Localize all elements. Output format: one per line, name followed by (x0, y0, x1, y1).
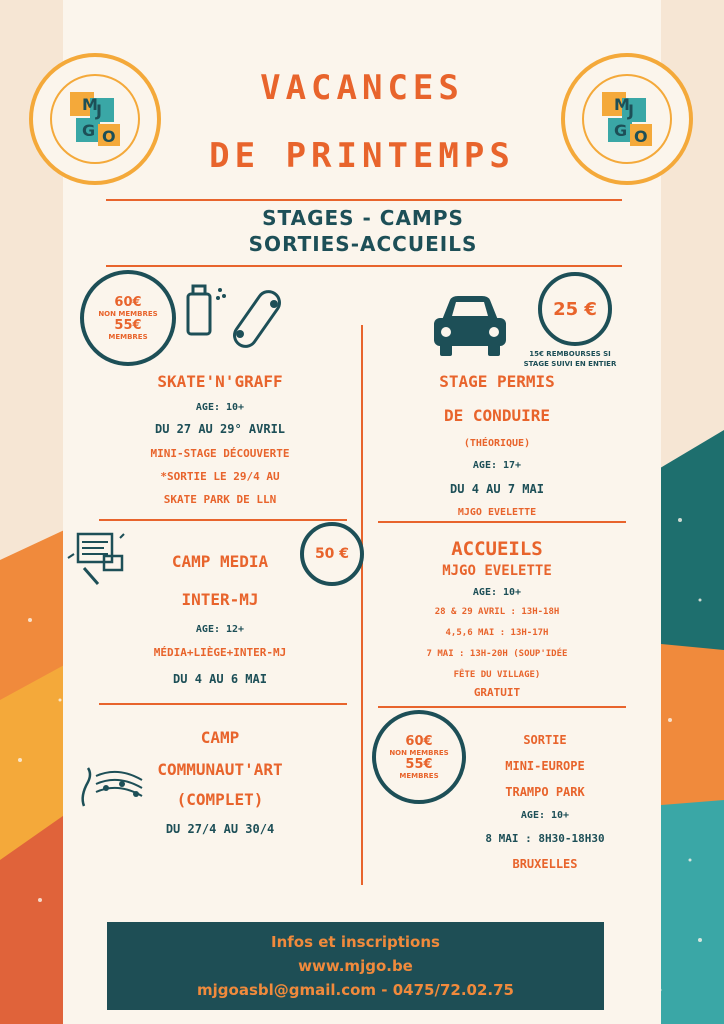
mjgo-logo-left (28, 52, 162, 186)
skateboard-icon (222, 284, 292, 354)
divider (106, 265, 622, 267)
subtitle-line2: SORTIES-ACCUEILS (248, 232, 478, 256)
accueils-line2: 4,5,6 MAI : 13H-17H (445, 628, 549, 638)
permis-note: (THÉORIQUE) (463, 438, 531, 449)
price-circle-media (300, 522, 364, 586)
price-label: NON MEMBRES (389, 749, 449, 757)
media-title-line2: INTER-MJ (181, 590, 259, 609)
mjgo-logo-right (560, 52, 694, 186)
divider (99, 703, 347, 705)
skate-age: AGE: 10+ (195, 402, 245, 413)
permis-place: MJGO EVELETTE (457, 507, 537, 518)
accueils-line4: FÊTE DU VILLAGE) (453, 670, 541, 680)
skate-title: SKATE'N'GRAFF (157, 372, 283, 391)
art-title-line1: CAMP (200, 728, 240, 747)
sortie-place: BRUXELLES (512, 857, 578, 871)
permis-title-line1: STAGE PERMIS (439, 372, 555, 391)
permis-refund-line1: 15€ REMBOURSES SI (529, 350, 611, 358)
footer-info-label: Infos et inscriptions (271, 933, 440, 951)
media-dates: DU 4 AU 6 MAI (173, 672, 267, 686)
skate-dates: DU 27 AU 29° AVRIL (154, 422, 286, 436)
column-divider (361, 325, 363, 885)
accueils-line5: GRATUIT (473, 686, 521, 699)
price-member: 55€ (114, 318, 142, 333)
art-title-line3: (COMPLET) (176, 790, 264, 809)
art-dates: DU 27/4 AU 30/4 (165, 822, 275, 836)
page-title-line1: VACANCES (260, 68, 464, 108)
art-title-line2: COMMUNAUT'ART (157, 760, 283, 779)
divider (378, 521, 626, 523)
accueils-age: AGE: 10+ (472, 587, 522, 598)
price-nonmember: 60€ (405, 734, 433, 749)
price-circle-permis (538, 272, 612, 346)
skate-line3: SKATE PARK DE LLN (163, 493, 277, 506)
accueils-title: ACCUEILS (451, 538, 543, 560)
price: 25 € (553, 298, 597, 320)
svg-text:J: J (96, 101, 102, 120)
accueils-line1: 28 & 29 AVRIL : 13H-18H (434, 607, 560, 617)
price-label: MEMBRES (399, 772, 439, 780)
sortie-title-line1: SORTIE (523, 733, 567, 747)
contact-line[interactable]: mjgoasbl@gmail.com - 0475/72.02.75 (197, 981, 514, 999)
svg-text:O: O (634, 127, 648, 146)
svg-text:M: M (614, 95, 630, 114)
svg-text:G: G (614, 121, 628, 140)
permis-dates: DU 4 AU 7 MAI (450, 482, 544, 496)
footer-contact (107, 922, 604, 1010)
page-title-line2: DE PRINTEMPS (209, 136, 515, 176)
accueils-line3: 7 MAI : 13H-20H (SOUP'IDÉE (426, 649, 568, 659)
skate-line1: MINI-STAGE DÉCOUVERTE (150, 447, 290, 460)
divider (99, 519, 347, 521)
price-member: 55€ (405, 757, 433, 772)
media-partners: MÉDIA+LIÈGE+INTER-MJ (153, 646, 287, 659)
price-circle-skate (80, 270, 176, 366)
sortie-age: AGE: 10+ (520, 810, 570, 821)
svg-text:G: G (82, 121, 96, 140)
permis-refund-line2: STAGE SUIVI EN ENTIER (523, 360, 617, 368)
price-circle-sortie (372, 710, 466, 804)
price-label: MEMBRES (108, 333, 148, 341)
media-title-line1: CAMP MEDIA (171, 552, 269, 571)
media-age: AGE: 12+ (195, 624, 245, 635)
website-link[interactable]: www.mjgo.be (298, 957, 413, 975)
price-nonmember: 60€ (114, 295, 142, 310)
sortie-title-line3: TRAMPO PARK (505, 785, 585, 799)
divider (378, 706, 626, 708)
price: 50 € (314, 546, 350, 562)
sortie-time: 8 MAI : 8H30-18H30 (485, 832, 605, 845)
svg-text:O: O (102, 127, 116, 146)
price-label: NON MEMBRES (98, 310, 158, 318)
permis-title-line2: DE CONDUIRE (444, 406, 550, 425)
divider (106, 199, 622, 201)
svg-text:J: J (628, 101, 634, 120)
accueils-subtitle: MJGO EVELETTE (442, 563, 552, 579)
permis-age: AGE: 17+ (472, 460, 522, 471)
skate-line2: *SORTIE LE 29/4 AU (160, 470, 280, 483)
subtitle-line1: STAGES - CAMPS (262, 206, 464, 230)
sortie-title-line2: MINI-EUROPE (505, 759, 585, 773)
svg-text:M: M (82, 95, 98, 114)
